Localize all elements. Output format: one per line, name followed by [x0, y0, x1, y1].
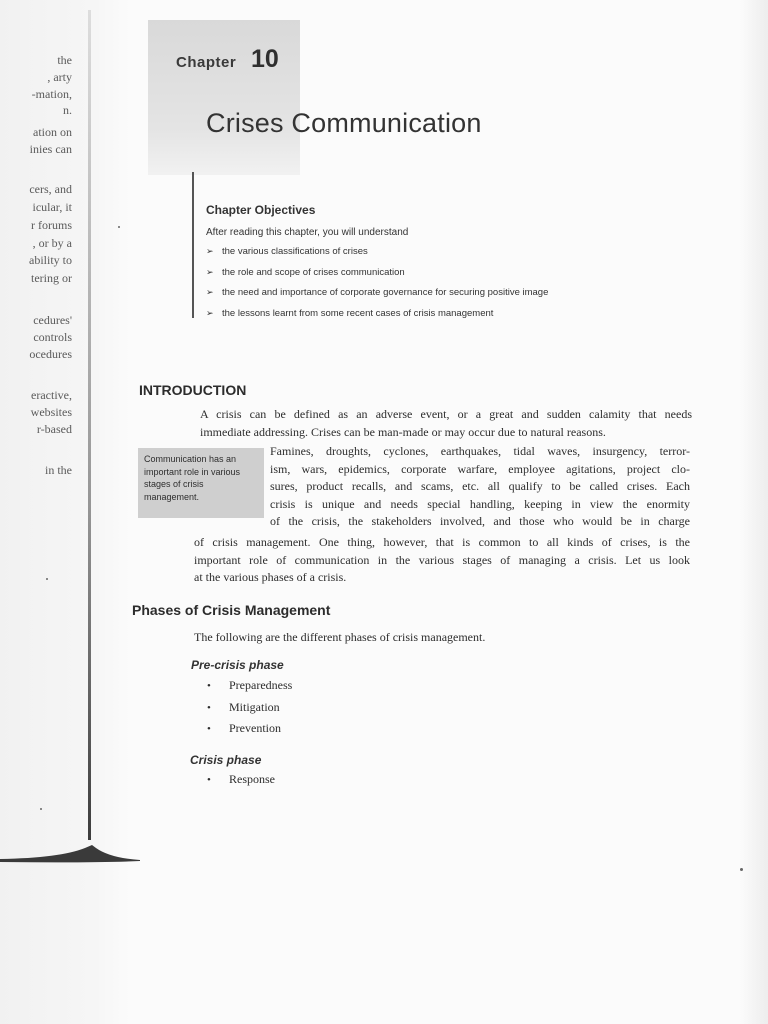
facing-page-line: the	[57, 53, 72, 67]
facing-page-line: ation on	[33, 125, 72, 139]
page-fold-foot	[0, 845, 140, 867]
facing-page-line: ability to	[29, 253, 72, 267]
list-item: • Response	[207, 771, 275, 793]
objectives-rule	[192, 172, 194, 318]
scan-speck	[118, 226, 120, 228]
page-fold-shadow	[88, 10, 91, 840]
chapter-label: Chapter	[176, 54, 237, 71]
bullet-icon: •	[207, 723, 211, 735]
objective-item: ➢ the need and importance of corporate governance for securing positive image	[206, 287, 549, 298]
list-item: • Preparedness	[207, 677, 292, 699]
facing-page-line: in the	[45, 463, 72, 477]
scan-speck	[740, 868, 743, 871]
crisis-phase-heading: Crisis phase	[190, 753, 262, 767]
facing-page-line: cedures'	[33, 313, 72, 327]
facing-page-line: r-based	[36, 422, 72, 436]
facing-page-line: , arty	[47, 70, 72, 84]
intro-paragraph-wrap: Famines, droughts, cyclones, earthquakes, tidal waves, insurgency, terror- ism, wars, epidemics, corporate warfare, employee agitations, project clo- sures, product recalls, and scams, etc. all qualify to be called crises. Each crisis is unique and needs special handling, keeping in view the enormity of the crisis, the stakeholders involved, and those who would be in charge	[270, 444, 690, 528]
facing-page-line: cers, and	[29, 182, 72, 196]
bullet-icon: •	[207, 701, 211, 714]
phases-intro: The following are the different phases of crisis management.	[194, 630, 486, 644]
objectives-list	[206, 244, 548, 326]
facing-page-line: ocedures	[29, 347, 72, 361]
phases-heading: Phases of Crisis Management	[132, 602, 331, 618]
facing-page-line: n.	[63, 103, 72, 117]
chapter-title: Crises Communication	[206, 108, 482, 138]
objectives-intro: After reading this chapter, you will understand	[206, 227, 409, 238]
objective-item: ➢ the lessons learnt from some recent cases of crisis management	[206, 307, 494, 319]
facing-page-line: eractive,	[31, 388, 72, 402]
facing-page-line: tering or	[31, 271, 72, 285]
scan-speck	[46, 578, 48, 580]
objectives-heading: Chapter Objectives	[206, 203, 316, 217]
bullet-icon: •	[207, 774, 211, 786]
arrow-bullet-icon: ➢	[206, 307, 214, 318]
facing-page-line: controls	[33, 330, 72, 344]
list-item: • Prevention	[207, 720, 292, 742]
facing-page-line: -mation,	[31, 87, 72, 101]
arrow-bullet-icon: ➢	[206, 287, 214, 297]
facing-page-line: inies can	[29, 142, 72, 156]
objective-item: ➢ the various classifications of crises	[206, 246, 368, 257]
chapter-number: 10	[251, 45, 279, 73]
pre-crisis-heading: Pre-crisis phase	[191, 658, 284, 672]
margin-note: Communication has an important role in various stages of crisis management.	[138, 448, 264, 518]
intro-paragraph-bottom: of crisis management. One thing, however, that is common to all kinds of crises, is the important role of communication in the various stages of managing a crisis. Let us look at the various phases of a crisis.	[194, 535, 690, 584]
facing-page-line: icular, it	[32, 200, 72, 214]
chapter-header-background	[148, 20, 300, 175]
list-item: • Mitigation	[207, 699, 292, 721]
intro-paragraph-top: A crisis can be defined as an adverse event, or a great and sudden calamity that needs immediate addressing. Crises can be man-made or may occur due to natural reasons.	[200, 407, 692, 439]
objective-item: ➢ the role and scope of crises communication	[206, 266, 405, 278]
pre-crisis-list	[207, 677, 292, 742]
introduction-heading: INTRODUCTION	[139, 382, 247, 398]
arrow-bullet-icon: ➢	[206, 266, 214, 277]
scan-speck	[40, 808, 42, 810]
facing-page-line: websites	[30, 405, 72, 419]
crisis-phase-list	[207, 771, 275, 793]
facing-page-line: , or by a	[32, 236, 72, 250]
facing-page-line: r forums	[31, 218, 72, 232]
bullet-icon: •	[207, 680, 211, 692]
arrow-bullet-icon: ➢	[206, 246, 214, 256]
